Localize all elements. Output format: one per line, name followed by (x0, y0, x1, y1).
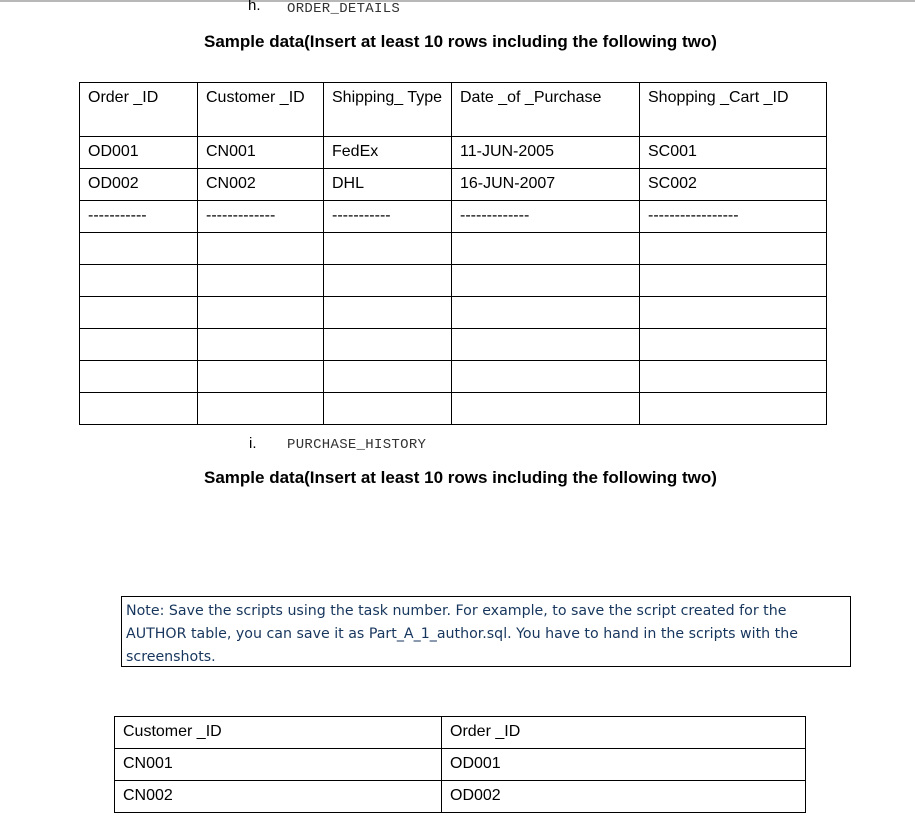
table-cell: 16-JUN-2007 (452, 169, 640, 201)
header-cell: Customer _ID (115, 717, 442, 749)
table-row (80, 201, 827, 233)
header-cell: Customer _ID (198, 83, 324, 137)
table-row (80, 169, 827, 201)
header-cell: Order _ID (80, 83, 198, 137)
section-i-sample-heading: Sample data(Insert at least 10 rows including the following two) (204, 468, 717, 487)
table-row (115, 781, 806, 813)
table-cell: SC002 (640, 169, 827, 201)
table-cell: ----------- (324, 201, 452, 233)
empty-table-row (80, 393, 827, 425)
table-row (80, 137, 827, 169)
table-cell: ----------------- (640, 201, 827, 233)
table-cell: ------------- (452, 201, 640, 233)
header-cell: Order _ID (442, 717, 806, 749)
table-cell: 11-JUN-2005 (452, 137, 640, 169)
table-cell: CN002 (115, 781, 442, 813)
table-cell: OD002 (80, 169, 198, 201)
table-cell: ----------- (80, 201, 198, 233)
empty-table-row (80, 233, 827, 265)
empty-table-row (80, 265, 827, 297)
header-cell: Date _of _Purchase (452, 83, 640, 137)
order-details-table (79, 82, 827, 425)
empty-table-row (80, 297, 827, 329)
table-cell: SC001 (640, 137, 827, 169)
table-cell: ------------- (198, 201, 324, 233)
header-cell: Shipping_ Type (324, 83, 452, 137)
table-header-row (80, 83, 827, 137)
header-cell: Shopping _Cart _ID (640, 83, 827, 137)
table-cell: OD002 (442, 781, 806, 813)
table-cell: OD001 (80, 137, 198, 169)
table-cell: OD001 (442, 749, 806, 781)
page-top-rule (0, 0, 915, 2)
table-cell: DHL (324, 169, 452, 201)
empty-table-row (80, 329, 827, 361)
section-i-table-name: PURCHASE_HISTORY (287, 437, 427, 453)
note-box: Note: Save the scripts using the task number. For example, to save the script created for the AUTHOR table, you can save it as Part_A_1_author.sql. You have to hand in the scripts with the screenshots. (121, 596, 851, 667)
table-cell: CN001 (115, 749, 442, 781)
table-row (115, 749, 806, 781)
table-cell: CN002 (198, 169, 324, 201)
section-h-table-name: ORDER_DETAILS (287, 1, 401, 17)
empty-table-row (80, 361, 827, 393)
table-cell: FedEx (324, 137, 452, 169)
table-cell: CN001 (198, 137, 324, 169)
section-h-letter: h. (248, 0, 261, 14)
purchase-history-table (114, 716, 806, 813)
section-h-sample-heading: Sample data(Insert at least 10 rows including the following two) (204, 32, 717, 51)
section-i-letter: i. (249, 435, 257, 452)
table-header-row (115, 717, 806, 749)
